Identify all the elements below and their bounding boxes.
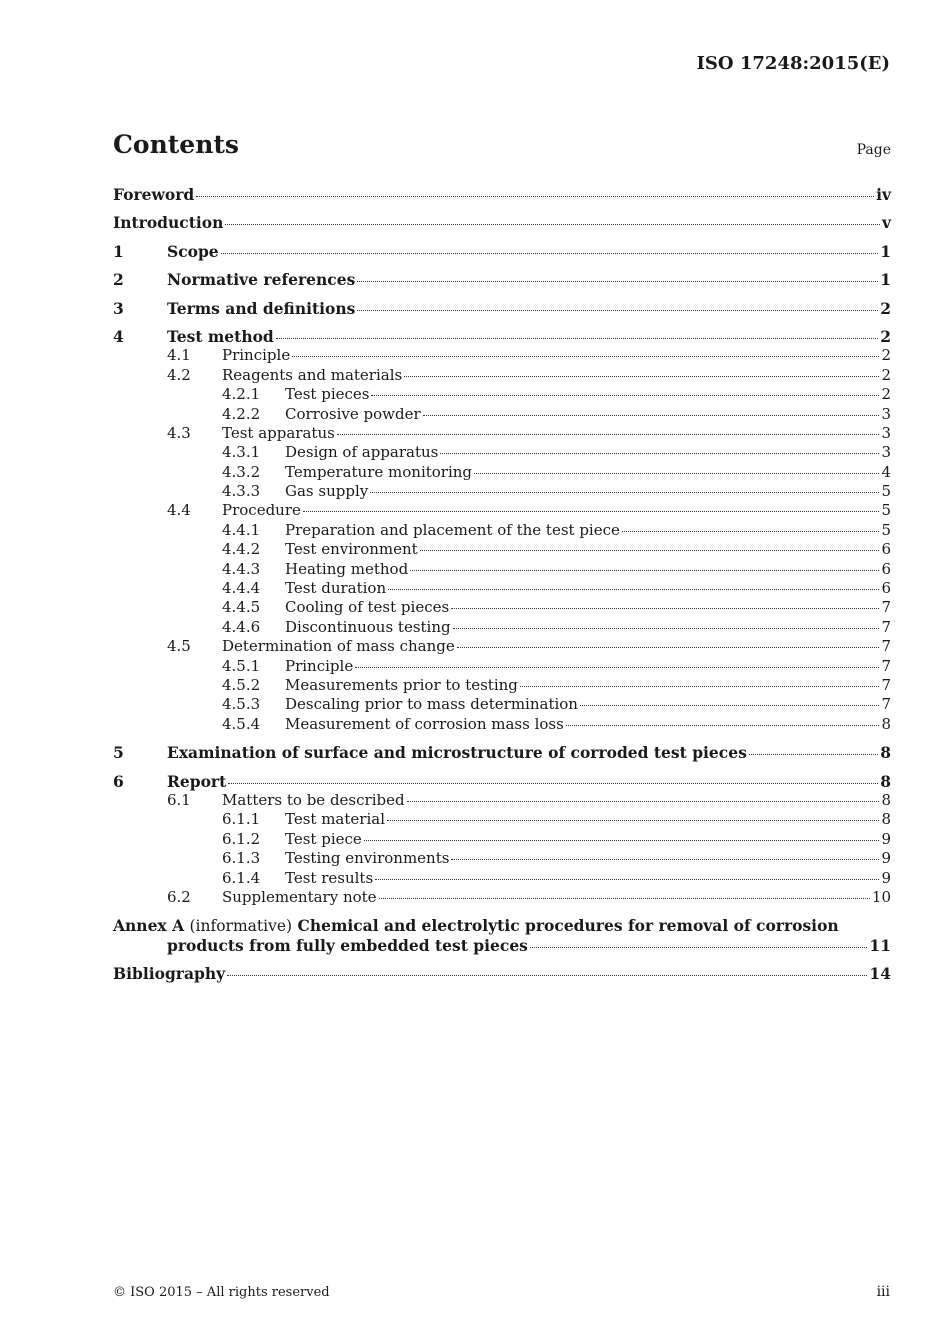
toc-page: 8 xyxy=(881,790,891,809)
toc-title: Design of apparatus xyxy=(285,443,439,462)
toc-page: 8 xyxy=(880,771,891,791)
toc-title: Measurement of corrosion mass loss xyxy=(285,714,564,733)
toc-entry-4-3[interactable] xyxy=(113,424,891,443)
toc-page: 3 xyxy=(881,404,891,423)
toc-entry-4-2-2[interactable] xyxy=(113,405,891,424)
toc-page: 7 xyxy=(881,598,891,617)
toc-page: 2 xyxy=(880,326,891,346)
toc-title: Determination of mass change xyxy=(222,637,455,656)
toc-title: Test environment xyxy=(285,540,418,559)
dot-leader xyxy=(388,589,879,590)
toc-number: 4.5.1 xyxy=(222,656,261,675)
toc-entry-6-1[interactable] xyxy=(113,791,891,810)
toc-number: 4.3.3 xyxy=(222,482,261,501)
toc-page: 7 xyxy=(881,617,891,636)
toc-page: 2 xyxy=(881,346,891,365)
toc-page: 3 xyxy=(881,443,891,462)
toc-entry-6-1-4[interactable] xyxy=(113,869,891,888)
toc-page: 5 xyxy=(881,482,891,501)
toc-number: 5 xyxy=(113,743,124,763)
toc-page: 2 xyxy=(880,298,891,318)
dot-leader xyxy=(379,898,870,899)
toc-number: 6.1 xyxy=(167,790,191,809)
toc-entry-4-4-3[interactable] xyxy=(113,560,891,579)
toc-title: Test piece xyxy=(285,829,362,848)
toc-page: 11 xyxy=(869,935,891,955)
toc-entry-4-3-2[interactable] xyxy=(113,463,891,482)
toc-number: 4.2.2 xyxy=(222,404,261,423)
toc-number: 4.4.5 xyxy=(222,598,261,617)
dot-leader xyxy=(227,975,867,976)
dot-leader xyxy=(387,820,879,821)
toc-title: Preparation and placement of the test piece xyxy=(285,520,620,539)
toc-title: Cooling of test pieces xyxy=(285,598,450,617)
dot-leader xyxy=(196,196,874,197)
toc-page: 1 xyxy=(880,270,891,290)
toc-title: Reagents and materials xyxy=(222,365,403,384)
toc-number: 2 xyxy=(113,270,124,290)
toc-number: 4.5.2 xyxy=(222,675,261,694)
page-title: Contents xyxy=(113,130,240,159)
toc-title: Procedure xyxy=(222,501,301,520)
dot-leader xyxy=(749,754,878,755)
dot-leader xyxy=(337,434,880,435)
toc-entry-test-method[interactable] xyxy=(113,327,891,346)
dot-leader xyxy=(580,705,879,706)
toc-title: Test material xyxy=(285,810,385,829)
toc-title: Terms and definitions xyxy=(167,298,356,318)
dot-leader xyxy=(303,511,880,512)
toc-title: Matters to be described xyxy=(222,790,405,809)
dot-leader xyxy=(370,492,879,493)
toc-number: 4.4.6 xyxy=(222,617,261,636)
toc-page: 9 xyxy=(881,849,891,868)
dot-leader xyxy=(228,783,878,784)
toc-title: Report xyxy=(167,771,227,791)
toc-title: Descaling prior to mass determination xyxy=(285,695,578,714)
toc-title: Scope xyxy=(167,241,219,261)
toc-entry-introduction[interactable] xyxy=(113,213,891,232)
dot-leader xyxy=(292,356,879,357)
toc-entry-4-4-2[interactable] xyxy=(113,540,891,559)
annex-label: Annex A xyxy=(113,916,185,936)
toc-entry-terms-and-definitions[interactable] xyxy=(113,299,891,318)
toc-page: 7 xyxy=(881,695,891,714)
toc-title: Test method xyxy=(167,326,274,346)
toc-number: 4.3 xyxy=(167,423,191,442)
toc-entry-4-1[interactable] xyxy=(113,346,891,365)
toc-number: 1 xyxy=(113,241,124,261)
dot-leader xyxy=(423,415,880,416)
dot-leader xyxy=(566,725,880,726)
toc-title: Bibliography xyxy=(113,964,226,984)
dot-leader xyxy=(440,453,879,454)
annex-title-line1: Chemical and electrolytic procedures for removal of corrosion xyxy=(297,916,839,936)
toc-page: v xyxy=(881,213,891,233)
toc-number: 4.4.2 xyxy=(222,540,261,559)
toc-page: 8 xyxy=(881,810,891,829)
toc-entry-foreword[interactable] xyxy=(113,185,891,204)
toc-title: Discontinuous testing xyxy=(285,617,451,636)
toc-entry-4-4[interactable] xyxy=(113,501,891,520)
toc-number: 6 xyxy=(113,771,124,791)
toc-page: 9 xyxy=(881,868,891,887)
dot-leader xyxy=(221,253,879,254)
toc-entry-6-1-1[interactable] xyxy=(113,810,891,829)
dot-leader xyxy=(622,531,880,532)
toc-title: Test results xyxy=(285,868,374,887)
toc-title: Test apparatus xyxy=(222,423,335,442)
dot-leader xyxy=(357,281,878,282)
annex-title-line2: products from fully embedded test pieces xyxy=(167,935,528,955)
toc-number: 6.2 xyxy=(167,887,191,906)
dot-leader xyxy=(375,879,879,880)
toc-page: 7 xyxy=(881,656,891,675)
toc-entry-4-2-1[interactable] xyxy=(113,385,891,404)
toc-title: Test pieces xyxy=(285,385,370,404)
toc-title: Foreword xyxy=(113,185,195,204)
dot-leader xyxy=(371,395,879,396)
toc-number: 4.3.2 xyxy=(222,462,261,481)
toc-title: Test duration xyxy=(285,579,387,598)
toc-entry-4-2[interactable] xyxy=(113,366,891,385)
dot-leader xyxy=(404,376,879,377)
toc-entry-6-1-2[interactable] xyxy=(113,830,891,849)
toc-number: 6.1.4 xyxy=(222,868,261,887)
dot-leader xyxy=(520,686,880,687)
toc-number: 4.1 xyxy=(167,346,191,365)
toc-number: 6.1.3 xyxy=(222,849,261,868)
toc-number: 4 xyxy=(113,326,124,346)
toc-page: 6 xyxy=(881,559,891,578)
toc-entry-4-4-5[interactable] xyxy=(113,598,891,617)
toc-entry-normative-references[interactable] xyxy=(113,270,891,289)
toc-entry-annex-a[interactable] xyxy=(113,916,891,935)
toc-number: 4.5.3 xyxy=(222,695,261,714)
toc-page: 3 xyxy=(881,423,891,442)
dot-leader xyxy=(407,801,880,802)
toc-title: Examination of surface and microstructure of corroded test pieces xyxy=(167,743,747,763)
annex-type: (informative) xyxy=(189,917,293,936)
toc-page: 1 xyxy=(880,241,891,261)
toc-page: 8 xyxy=(880,743,891,763)
toc-page: 6 xyxy=(881,540,891,559)
dot-leader xyxy=(225,224,880,225)
dot-leader xyxy=(451,608,879,609)
toc-title: Temperature monitoring xyxy=(285,462,473,481)
toc-entry-bibliography[interactable] xyxy=(113,964,891,983)
toc-entry-report[interactable] xyxy=(113,772,891,791)
page-column-label: Page xyxy=(856,142,891,158)
toc-title: Testing environments xyxy=(285,849,450,868)
toc-number: 4.5.4 xyxy=(222,714,261,733)
toc-page: 8 xyxy=(881,714,891,733)
toc-entry-annex-a-cont[interactable] xyxy=(113,936,891,955)
toc-entry-4-3-3[interactable] xyxy=(113,482,891,501)
toc-number: 4.4.3 xyxy=(222,559,261,578)
toc-title: Supplementary note xyxy=(222,887,377,906)
dot-leader xyxy=(276,338,878,339)
dot-leader xyxy=(530,947,868,948)
toc-page: 6 xyxy=(881,579,891,598)
document-id: ISO 17248:2015(E) xyxy=(696,53,890,74)
toc-title: Measurements prior to testing xyxy=(285,675,518,694)
dot-leader xyxy=(420,550,880,551)
toc-title: Principle xyxy=(222,346,291,365)
toc-page: 2 xyxy=(881,385,891,404)
page-number: iii xyxy=(876,1284,890,1300)
toc-entry-4-5-3[interactable] xyxy=(113,695,891,714)
copyright-notice: © ISO 2015 – All rights reserved xyxy=(113,1285,330,1300)
toc-entry-scope[interactable] xyxy=(113,242,891,261)
toc-number: 4.2 xyxy=(167,365,191,384)
toc-title: Corrosive powder xyxy=(285,404,421,423)
toc-title: Principle xyxy=(285,656,354,675)
table-of-contents xyxy=(113,185,891,983)
toc-entry-4-4-6[interactable] xyxy=(113,618,891,637)
dot-leader xyxy=(474,473,879,474)
toc-entry-examination[interactable] xyxy=(113,743,891,762)
toc-number: 4.4.4 xyxy=(222,579,261,598)
toc-entry-4-5-2[interactable] xyxy=(113,676,891,695)
toc-page: 9 xyxy=(881,829,891,848)
dot-leader xyxy=(357,310,878,311)
dot-leader xyxy=(453,628,880,629)
toc-number: 4.5 xyxy=(167,637,191,656)
toc-title: Normative references xyxy=(167,270,356,290)
toc-number: 4.3.1 xyxy=(222,443,261,462)
toc-number: 6.1.1 xyxy=(222,810,261,829)
toc-entry-6-1-3[interactable] xyxy=(113,849,891,868)
toc-title: Introduction xyxy=(113,213,224,233)
toc-entry-4-4-4[interactable] xyxy=(113,579,891,598)
toc-entry-4-3-1[interactable] xyxy=(113,443,891,462)
toc-entry-4-5-4[interactable] xyxy=(113,715,891,734)
toc-page: 10 xyxy=(871,887,891,906)
toc-page: 7 xyxy=(881,675,891,694)
toc-page: 5 xyxy=(881,501,891,520)
toc-title: Gas supply xyxy=(285,482,369,501)
toc-page: iv xyxy=(876,185,891,204)
toc-entry-6-2[interactable] xyxy=(113,888,891,907)
toc-number: 4.4 xyxy=(167,501,191,520)
toc-number: 4.4.1 xyxy=(222,520,261,539)
toc-page: 4 xyxy=(881,462,891,481)
toc-number: 4.2.1 xyxy=(222,385,261,404)
dot-leader xyxy=(410,570,879,571)
toc-page: 2 xyxy=(881,365,891,384)
toc-page: 5 xyxy=(881,520,891,539)
dot-leader xyxy=(355,667,879,668)
toc-entry-4-5-1[interactable] xyxy=(113,657,891,676)
toc-entry-4-4-1[interactable] xyxy=(113,521,891,540)
toc-entry-4-5[interactable] xyxy=(113,637,891,656)
dot-leader xyxy=(364,840,880,841)
dot-leader xyxy=(457,647,880,648)
toc-number: 6.1.2 xyxy=(222,829,261,848)
toc-title: Heating method xyxy=(285,559,409,578)
toc-page: 7 xyxy=(881,637,891,656)
dot-leader xyxy=(451,859,879,860)
toc-page: 14 xyxy=(869,964,891,984)
toc-number: 3 xyxy=(113,298,124,318)
